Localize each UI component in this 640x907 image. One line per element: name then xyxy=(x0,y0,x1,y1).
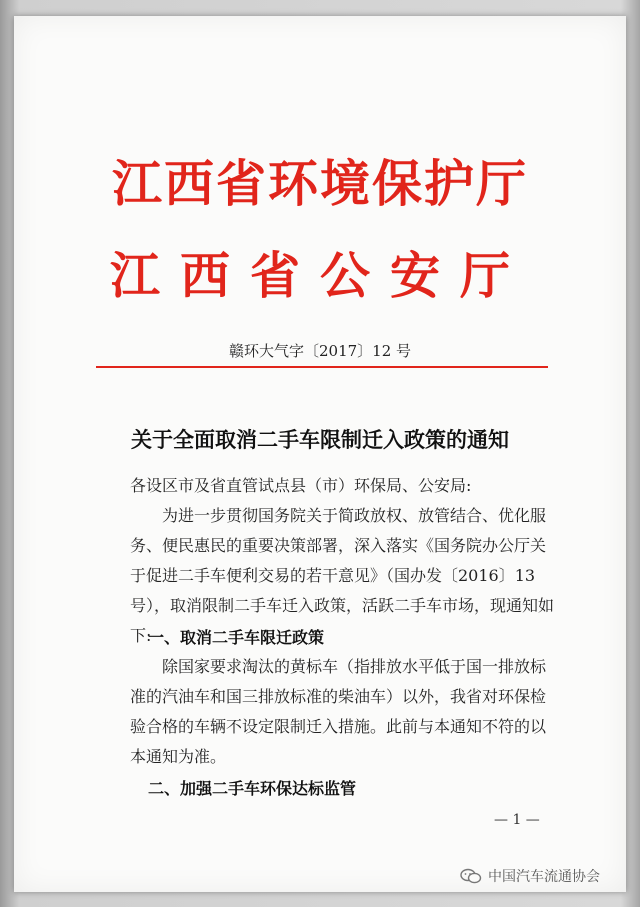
document-number: 赣环大气字〔2017〕12 号 xyxy=(228,342,412,360)
section-heading-1: 一、取消二手车限迁政策 xyxy=(148,628,325,647)
page-number: — 1 — xyxy=(494,812,540,828)
issuer-name-police: 江西省公安厅 xyxy=(110,247,530,305)
paragraph-intro: 为进一步贯彻国务院关于简政放权、放管结合、优化服务、便民惠民的重要决策部署，深入落实《国务院办公厅关于促进二手车便利交易的若干意见》（国办发〔2016〕13 号），取消限制二手车迁入政策，活跃二手车市场，现通知如下: xyxy=(130,506,555,645)
watermark-text: 中国汽车流通协会 xyxy=(488,869,600,885)
section-heading-2: 二、加强二手车环保达标监管 xyxy=(148,779,357,798)
source-watermark xyxy=(460,866,600,886)
document-page xyxy=(14,16,626,892)
issuer-name-environment: 江西省环境保护厅 xyxy=(112,155,528,213)
paragraph-section-1: 除国家要求淘汰的黄标车（指排放水平低于国一排放标准的汽油车和国三排放标准的柴油车）以外，我省对环保检验合格的车辆不设定限制迁入措施。此前与本通知不符的以本通知为准。 xyxy=(130,657,547,766)
document-title: 关于全面取消二手车限制迁入政策的通知 xyxy=(131,427,509,452)
salutation: 各设区市及省直管试点县（市）环保局、公安局: xyxy=(130,476,472,495)
red-divider xyxy=(96,366,548,368)
wechat-icon xyxy=(460,868,482,884)
